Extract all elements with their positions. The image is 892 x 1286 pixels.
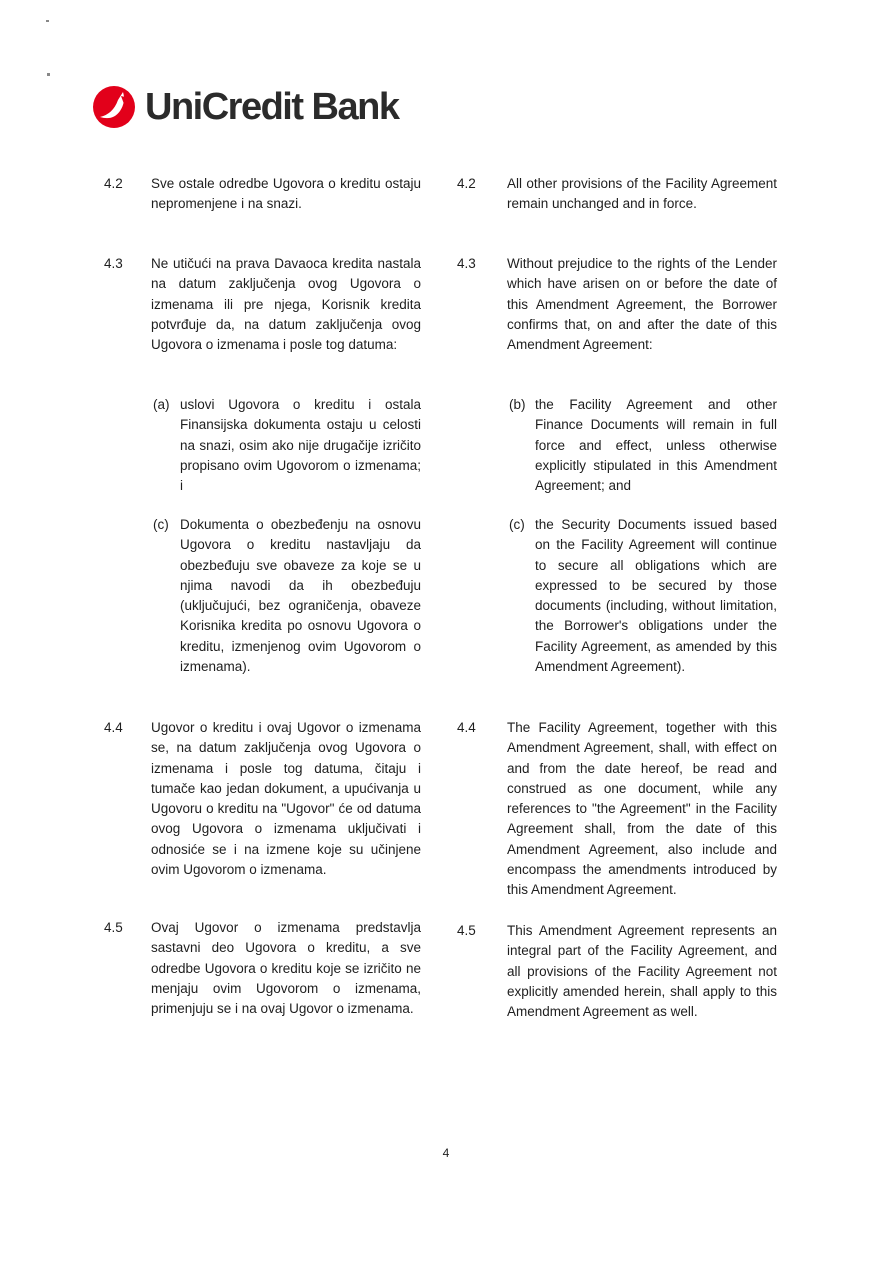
section-text-sr: Sve ostale odredbe Ugovora o kreditu ostaju nepromenjene i na snazi. <box>151 176 421 212</box>
item-label-en: (c) <box>509 517 525 532</box>
section-number-en: 4.5 <box>457 923 476 938</box>
section-text-en: The Facility Agreement, together with this Amendment Agreement, shall, with effect on and from the date hereof, be read and construed as one document, while any references to "the Agreement" in the Facility Agreement shall, from the date of this Amendment Agreement, also include and encompass the amendments introduced by this Amendment Agreement. <box>507 720 777 898</box>
item-label-sr: (c) <box>153 517 169 532</box>
item-label-en: (b) <box>509 397 526 412</box>
section-text-sr: Ne utičući na prava Davaoca kredita nastala na datum zaključenja ovog Ugovora o izmenama ili pre njega, Korisnik kredita potvrđuje da, na datum zaključenja ovog Ugovora o izmenama i posle tog datuma: <box>151 256 421 353</box>
page-number: 4 <box>442 1146 450 1160</box>
section-text-en: All other provisions of the Facility Agreement remain unchanged and in force. <box>507 176 777 212</box>
item-label-sr: (a) <box>153 397 170 412</box>
item-text-en: the Facility Agreement and other Finance Documents will remain in full force and effect, unless otherwise explicitly stipulated in this Amendment Agreement; and <box>535 397 777 494</box>
item-text-sr: uslovi Ugovora o kreditu i ostala Finansijska dokumenta ostaju u celosti na snazi, osim ako nije drugačije izričito propisano ovim Ugovorom o izmenama; i <box>180 397 421 494</box>
unicredit-emblem-icon <box>91 84 137 130</box>
item-text-en: the Security Documents issued based on the Facility Agreement will continue to secure all obligations which are expressed to be secured by those documents (including, without limitation, the Borrower's obligations under the Facility Agreement, as amended by this Amendment Agreement). <box>535 517 777 675</box>
section-number-en: 4.2 <box>457 176 476 191</box>
brand-name: UniCredit Bank <box>145 85 399 128</box>
section-text-sr: Ovaj Ugovor o izmenama predstavlja sastavni deo Ugovora o kreditu, a sve odredbe Ugovora o kreditu koje se izričito ne menjaju ovim Ugovorom o izmenama, primenjuju se i na ovaj Ugovor o izmenama. <box>151 920 421 1017</box>
section-number-sr: 4.2 <box>104 176 123 191</box>
section-number-en: 4.3 <box>457 256 476 271</box>
section-number-sr: 4.4 <box>104 720 123 735</box>
section-text-en: Without prejudice to the rights of the Lender which have arisen on or before the date of this Amendment Agreement, the Borrower confirms that, on and after the date of this Amendment Agreement: <box>507 256 777 353</box>
section-text-sr: Ugovor o kreditu i ovaj Ugovor o izmenama se, na datum zaključenja ovog Ugovora o izmenama i posle tog datuma, čitaju i tumače kao jedan dokument, a upućivanja u Ugovoru o kreditu na "Ugovor" će od datuma ovog Ugovora o izmenama uključivati i odnosiće se i na izmene koje su učinjene ovim Ugovorom o izmenama. <box>151 720 421 878</box>
section-text-en: This Amendment Agreement represents an integral part of the Facility Agreement, and all provisions of the Facility Agreement not explicitly amended herein, shall apply to this Amendment Agreement as well. <box>507 923 777 1020</box>
item-text-sr: Dokumenta o obezbeđenju na osnovu Ugovora o kreditu nastavljaju da obezbeđuju sve obaveze za koje se u njima navodi da ih obezbeđuju (uključujući, bez ograničenja, obaveze Korisnika kredita po osnovu Ugovora o kreditu, izmenjenog ovim Ugovorom o izmenama). <box>180 517 421 675</box>
section-number-en: 4.4 <box>457 720 476 735</box>
section-number-sr: 4.3 <box>104 256 123 271</box>
section-number-sr: 4.5 <box>104 920 123 935</box>
bank-logo <box>91 84 398 130</box>
